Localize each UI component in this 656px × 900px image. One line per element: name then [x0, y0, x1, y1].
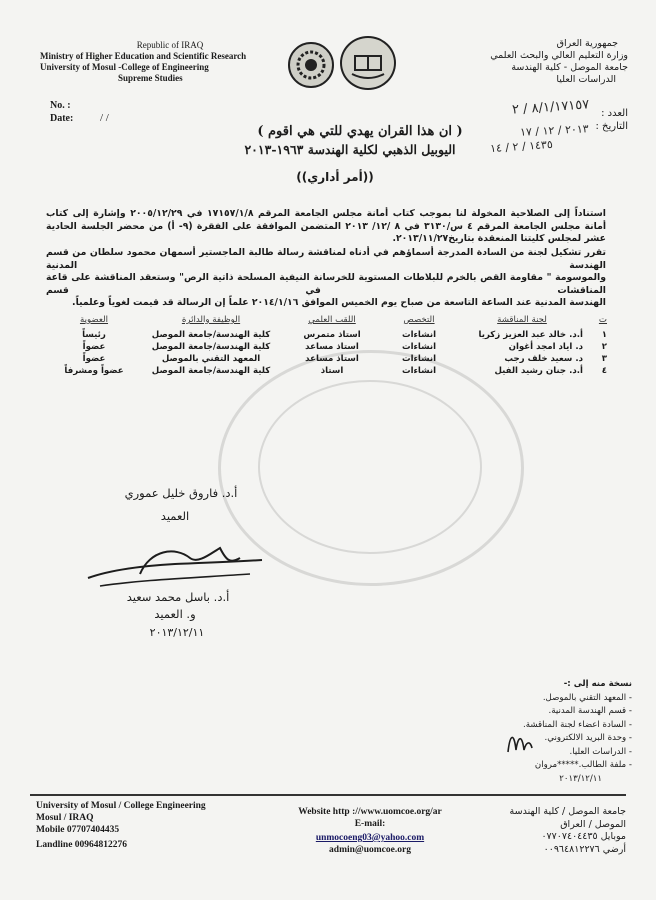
- date-label-en: Date:: [50, 113, 74, 124]
- cc-date: ٢٠١٣/١٢/١١: [559, 773, 602, 784]
- col-header-number: ت: [598, 315, 607, 325]
- deputy-dean-title: و. العميد: [154, 607, 196, 621]
- table-row: [50, 341, 610, 353]
- col-header-rank: اللقب العلمي: [308, 315, 356, 325]
- quran-verse: ( ان هذا القران يهدي للتي هي اقوم ): [257, 124, 463, 139]
- col-header-committee: لجنة المناقشة: [497, 315, 547, 325]
- ministry-en: Ministry of Higher Education and Scientific Research: [40, 51, 247, 61]
- member-rank: استاذ: [320, 366, 344, 376]
- email-1[interactable]: unmocoeng03@yahoo.com: [315, 833, 425, 843]
- body-p1-line2: أمانة مجلس الجامعة المرقم ٤ س/٣١٣٠ في ٨ /١٢/ ٢٠١٣ المتضمن الموافقة على الفقرة (٩- أ) من محضر الجلسة الحادية: [46, 220, 607, 232]
- handwritten-hijri: ١٤٣٥ / ٢ / ١٤: [489, 137, 554, 156]
- committee-table: [50, 314, 610, 377]
- initials-scribble: [504, 728, 534, 756]
- email-label: E-mail:: [354, 819, 386, 829]
- member-name: أ.د. خالد عبد العزيز زكريا: [478, 330, 583, 340]
- jubilee-title: اليوبيل الذهبي لكلية الهندسة ١٩٦٣-٢٠١٣: [244, 142, 456, 157]
- member-name: د. اياد امجد أغوان: [508, 342, 583, 352]
- row-number: ٢: [601, 342, 607, 352]
- footer-ar-landline: أرضي ٠٠٩٦٤٨١٢٢٧٦: [543, 843, 626, 855]
- university-logo-icon: [340, 36, 396, 90]
- footer-ar-university: جامعة الموصل / كلية الهندسة: [509, 806, 626, 817]
- member-rank: استاذ مساعد: [305, 342, 359, 352]
- cc-item: - ملفة الطالب.*****مروان: [534, 760, 632, 770]
- footer-website-line: [270, 806, 470, 818]
- republic-en: Republic of IRAQ: [136, 40, 204, 50]
- member-role: عضواً: [82, 342, 106, 352]
- footer-divider: [30, 794, 626, 796]
- body-p1-line3: عشر لمجلس كليتنا المنعقدة بتاريخ٢٠١٣/١١/٢٧.: [392, 233, 606, 244]
- no-label-en: No. :: [50, 100, 71, 111]
- body-p1-line1: استناداً إلى الصلاحية المخولة لنا بموجب كتاب أمانة مجلس الجامعة المرقم ١٧١٥٧/١/٨ في ٢٠٠٥/١٢/٢٩ وإشارة إلى كتاب: [46, 208, 606, 219]
- cc-title: نسخة منه إلى :-: [563, 679, 632, 689]
- cc-item: - الدراسات العليا.: [569, 746, 632, 757]
- col-header-membership: العضوية: [79, 315, 109, 325]
- republic-ar: جمهورية العراق: [556, 38, 618, 49]
- footer-contact: [270, 806, 470, 856]
- col-header-specialty: التخصص: [403, 315, 435, 325]
- website-label: Website: [298, 807, 331, 817]
- cc-item: - وحدة البريد الالكتروني.: [544, 733, 632, 743]
- member-specialty: انشاءات: [401, 354, 437, 364]
- cc-item: - السادة اعضاء لجنة المناقشة.: [523, 719, 632, 730]
- row-number: ٤: [601, 366, 607, 376]
- email-1-link[interactable]: [270, 832, 470, 844]
- member-role: عضواً: [82, 354, 106, 364]
- website-link[interactable]: http ://www.uomcoe.org/ar: [332, 807, 442, 817]
- handwritten-date: ٢٠١٣ / ١٢ / ١٧: [519, 122, 589, 139]
- member-name: د. سعيد خلف رجب: [504, 354, 583, 364]
- deputy-date: ٢٠١٣/١٢/١١: [149, 626, 205, 639]
- member-role: رئيساً: [82, 330, 106, 340]
- no-label-ar: العدد :: [601, 108, 628, 119]
- date-label-ar: التاريخ :: [595, 121, 628, 132]
- watermark-inner-ring: [258, 380, 482, 554]
- member-employer: كلية الهندسة/جامعة الموصل: [151, 330, 271, 340]
- date-slashes-en: / /: [100, 112, 109, 124]
- member-name: أ.د. جنان رشيد الفيل: [494, 366, 583, 376]
- dept-en: Supreme Studies: [118, 73, 183, 83]
- footer-en-city: Mosul / IRAQ: [36, 813, 94, 823]
- table-row: [50, 365, 610, 377]
- member-employer: كلية الهندسة/جامعة الموصل: [151, 366, 271, 376]
- cc-item: - قسم الهندسة المدنية.: [548, 706, 632, 716]
- email-2[interactable]: admin@uomcoe.org: [329, 845, 411, 855]
- body-paragraph-1: [46, 208, 606, 246]
- header-english: [40, 40, 300, 84]
- signature-scribble: [80, 540, 270, 595]
- admin-order-title: ((أمر أداري)): [296, 170, 374, 184]
- table-row: [50, 329, 610, 341]
- member-specialty: انشاءات: [401, 330, 437, 340]
- member-employer: كلية الهندسة/جامعة الموصل: [151, 342, 271, 352]
- member-role: عضواً ومشرفاً: [64, 366, 124, 376]
- body-p2-line2: والموسومة " مقاومة القص بالخرم للبلاطات المستوية للخرسانة النيفية المسلحة ذاتية الرص" وستعقد المناقشة على قاعة المناقشات في قسم: [46, 272, 606, 296]
- body-p2-line1: تقرر تشكيل لجنة من السادة المدرجة أسماؤهم في أدناه لمناقشة رسالة طالبة الماجستير أسمهان محمود سلطان من قسم الهندسة المدنية: [46, 247, 606, 271]
- member-specialty: انشاءات: [401, 366, 437, 376]
- university-en: University of Mosul -College of Engineering: [40, 62, 209, 72]
- college-logo-icon: [288, 42, 334, 88]
- university-ar: جامعة الموصل - كلية الهندسة: [511, 62, 628, 73]
- footer-en-landline: Landline 00964812276: [36, 840, 128, 850]
- dean-title: العميد: [160, 509, 190, 523]
- footer-en-mobile: Mobile 07707404435: [36, 825, 120, 835]
- table-row: [50, 353, 610, 365]
- dean-name: أ.د. فاروق خليل عموري: [124, 486, 238, 500]
- col-header-employer: الوظيفة والدائرة: [181, 315, 241, 325]
- body-paragraph-2: [46, 247, 606, 310]
- row-number: ١: [601, 330, 607, 340]
- handwritten-no: ٨/١/١٧١٥٧ / ٢: [511, 97, 590, 118]
- cc-item: - المعهد التقني بالموصل.: [542, 692, 632, 703]
- footer-arabic: [486, 806, 626, 856]
- footer-ar-mobile: موبايل ٠٧٧٠٧٤٠٤٤٣٥: [541, 831, 626, 842]
- member-employer: المعهد التقني بالموصل: [161, 354, 261, 364]
- footer-en-university: University of Mosul / College Engineering: [36, 801, 206, 811]
- dept-ar: الدراسات العليا: [556, 74, 616, 85]
- body-p2-line3: الهندسة المدنية عند الساعة التاسعة من صباح يوم الخميس الموافق ٢٠١٤/١/١٦ علماً إن الرسالة قد قيمت لغوياً وعلمياً.: [72, 297, 606, 308]
- member-rank: استاذ مساعد: [305, 354, 359, 364]
- footer-english: [36, 800, 266, 851]
- row-number: ٣: [601, 354, 607, 364]
- committee-header-row: [50, 314, 610, 329]
- member-rank: استاذ متمرس: [303, 330, 361, 340]
- header-arabic: [418, 38, 628, 86]
- deputy-dean-name: أ.د. باسل محمد سعيد: [126, 590, 230, 604]
- ministry-ar: وزارة التعليم العالي والبحث العلمي: [490, 50, 628, 61]
- footer-ar-city: الموصل / العراق: [560, 818, 626, 830]
- member-specialty: انشاءات: [401, 342, 437, 352]
